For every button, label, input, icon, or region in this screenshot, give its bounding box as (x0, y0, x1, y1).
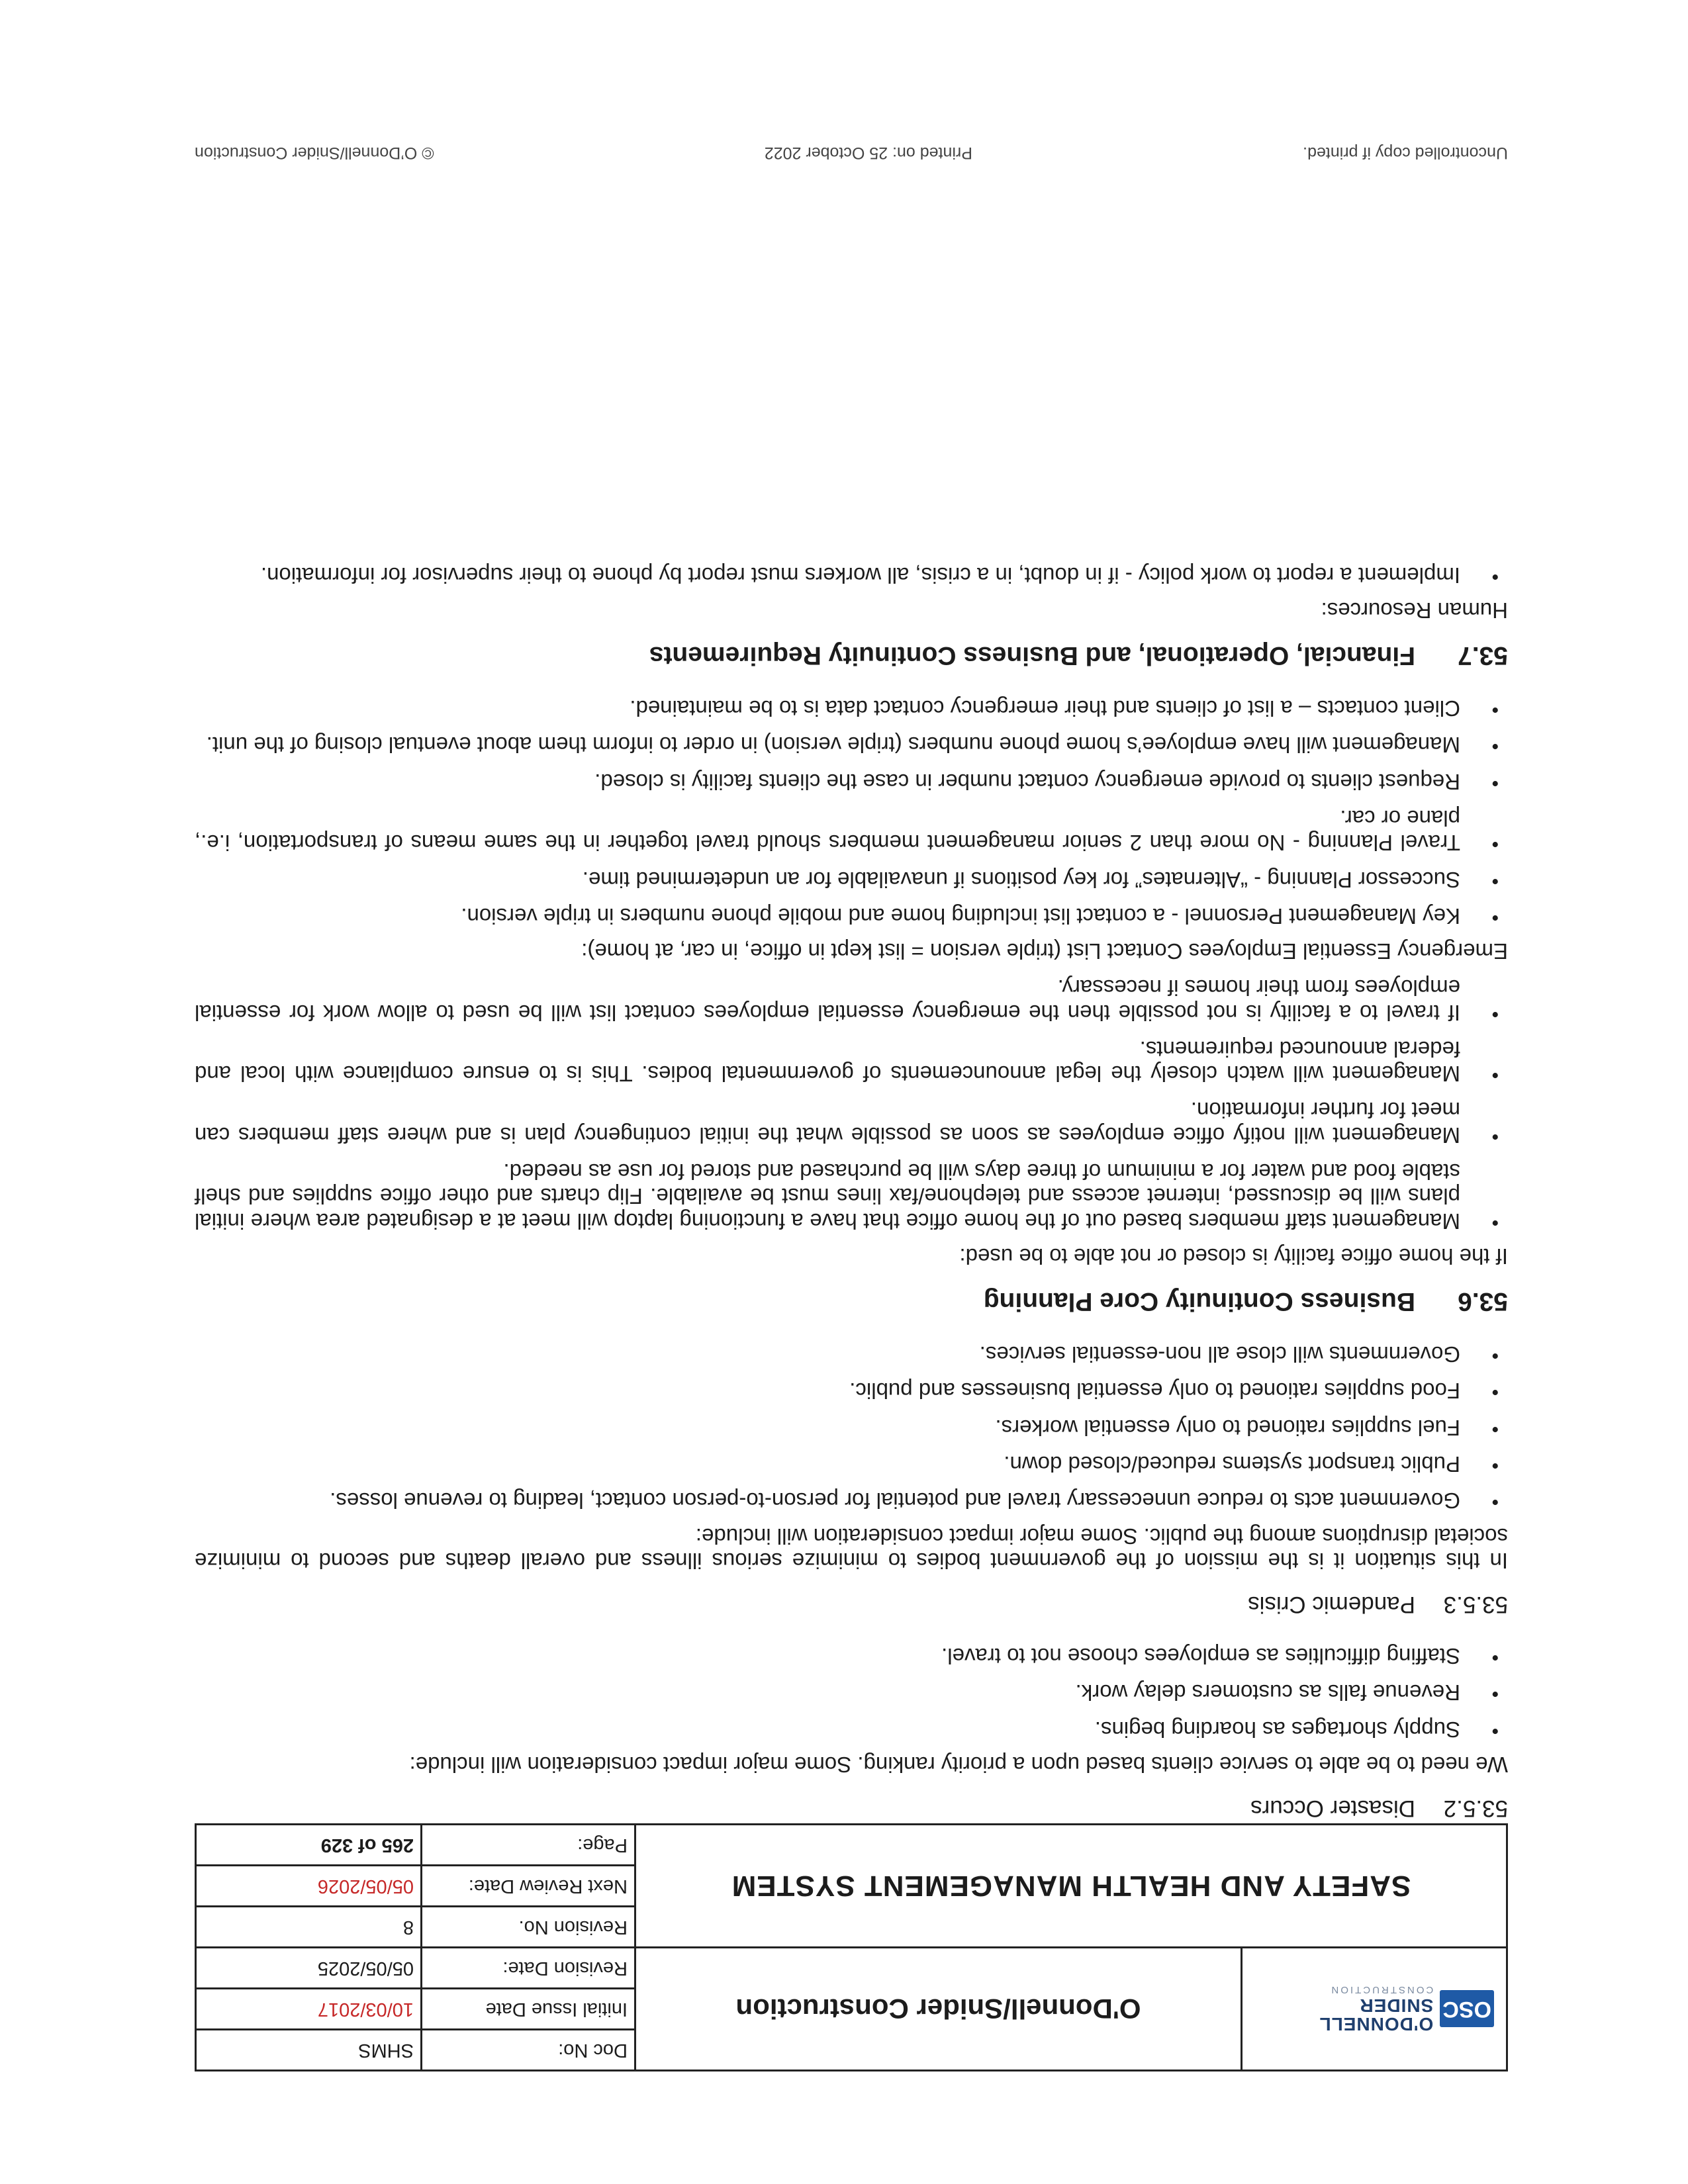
paragraph: If the home office facility is closed or not able to be used: (959, 1244, 1508, 1269)
list-item: • Successor Planning - “Alternates” for key positions if unavailable for an undetermined time. (195, 867, 1508, 891)
paragraph: Emergency Essential Employees Contact List (triple version = list kept in office, in car, at home): (581, 939, 1508, 964)
section-heading-53-5-2: 53.5.2Disaster Occurs (1250, 1796, 1508, 1821)
list-item: • Management staff members based out of the home office that have a functioning laptop will meet at a designated area where initial plans will be discussed, internet access and telephone/fax lines must be available. Flip charts and other office supplies and shelf stable food and water for a minimum of three days will be purchased and stored for use as needed. (195, 1160, 1508, 1234)
section-heading-53-5-3: 53.5.3Pandemic Crisis (1248, 1591, 1508, 1617)
logo-subtitle: CONSTRUCTION (1329, 1984, 1434, 1995)
list-item: • Travel Planning - No more than 2 senior management members should travel together in the same means of transportation, i.e., plane or car. (195, 806, 1508, 856)
list-item: • Public transport systems reduced/closed down. (195, 1452, 1508, 1477)
bullet-list (195, 1644, 1508, 1742)
list-item: • Food supplies rationed to only essential businesses and public. (195, 1379, 1508, 1403)
next-review-label: Next Review Date: (422, 1866, 635, 1907)
paragraph: In this situation it is the mission of the government bodies to minimize serious illness and overall deaths and second to minimize societal disruptions among the public. Some major impact consideration will include: (195, 1524, 1508, 1573)
list-item: • If travel to a facility is not possible then the emergency essential employees contact list will be used to allow work for essential employees from their homes if necessary. (195, 976, 1508, 1025)
list-item: • Government acts to reduce unnecessary travel and potential for person-to-person contact, leading to revenue losses. (195, 1488, 1508, 1513)
footer-uncontrolled: Uncontrolled copy if printed. (1303, 144, 1508, 162)
paragraph: Human Resources: (1321, 598, 1508, 623)
document-header-table (195, 1823, 1508, 2071)
bullet-list (195, 696, 1508, 929)
logo-cell (1242, 1948, 1507, 2071)
revision-date-value: 05/05/2025 (196, 1948, 422, 1989)
list-item: • Key Management Personnel - a contact list including home and mobile phone numbers in triple version. (195, 904, 1508, 929)
footer-copyright: © O’Donnell/Snider Construction (195, 144, 434, 162)
doc-no-value: SHMS (196, 2030, 422, 2071)
list-item: • Supply shortages as hoarding begins. (195, 1717, 1508, 1741)
section-heading-53-7: 53.7Financial, Operational, and Business Continuity Requirements (649, 641, 1508, 670)
logo-mark: OSC (1440, 1991, 1494, 2028)
next-review-value: 05/05/2026 (196, 1866, 422, 1907)
list-item: • Fuel supplies rationed to only essential workers. (195, 1415, 1508, 1439)
list-item: • Management will have employee’s home phone numbers (triple version) in order to inform them about eventual closing of the unit. (195, 733, 1508, 757)
list-item: • Revenue falls as customers delay work. (195, 1680, 1508, 1705)
footer-printed-date: Printed on: 25 October 2022 (764, 144, 972, 162)
list-item: • Staffing difficulties as employees choose not to travel. (195, 1644, 1508, 1668)
company-logo (1249, 1985, 1499, 2033)
page-label: Page: (422, 1825, 635, 1866)
bullet-list (195, 563, 1508, 587)
list-item: • Management will notify office employees as soon as possible what the initial contingency plan is and where staff members can meet for further information. (195, 1098, 1508, 1148)
section-heading-53-6: 53.6Business Continuity Core Planning (983, 1287, 1508, 1316)
bullet-list (195, 1342, 1508, 1513)
document-body (195, 551, 1508, 1827)
system-title: SAFETY AND HEALTH MANAGEMENT SYSTEM (635, 1825, 1507, 1948)
revision-no-label: Revision No. (422, 1907, 635, 1948)
company-name: O'Donnell/Snider Construction (635, 1948, 1242, 2071)
revision-date-label: Revision Date: (422, 1948, 635, 1989)
revision-no-value: 8 (196, 1907, 422, 1948)
logo-name: O'DONNELL SNIDER (1319, 1995, 1434, 2034)
list-item: • Governments will close all non-essential services. (195, 1342, 1508, 1367)
bullet-list (195, 976, 1508, 1234)
page-footer (195, 143, 1508, 162)
initial-issue-label: Initial Issue Date (422, 1989, 635, 2030)
doc-no-label: Doc No: (422, 2030, 635, 2071)
page-number: 265 of 329 (196, 1825, 422, 1866)
list-item: • Client contacts – a list of clients and their emergency contact data is to be maintained. (195, 696, 1508, 721)
paragraph: We need to be able to service clients based upon a priority ranking. Some major impact consideration will include: (409, 1752, 1508, 1777)
list-item: • Request clients to provide emergency contact number in case the clients facility is closed. (195, 769, 1508, 794)
list-item: • Implement a report to work policy - if in doubt, in a crisis, all workers must report by phone to their supervisor for information. (195, 563, 1508, 587)
list-item: • Management will watch closely the legal announcements of governmental bodies. This is to ensure compliance with local and federal announced requirements. (195, 1037, 1508, 1087)
initial-issue-value: 10/03/2017 (196, 1989, 422, 2030)
